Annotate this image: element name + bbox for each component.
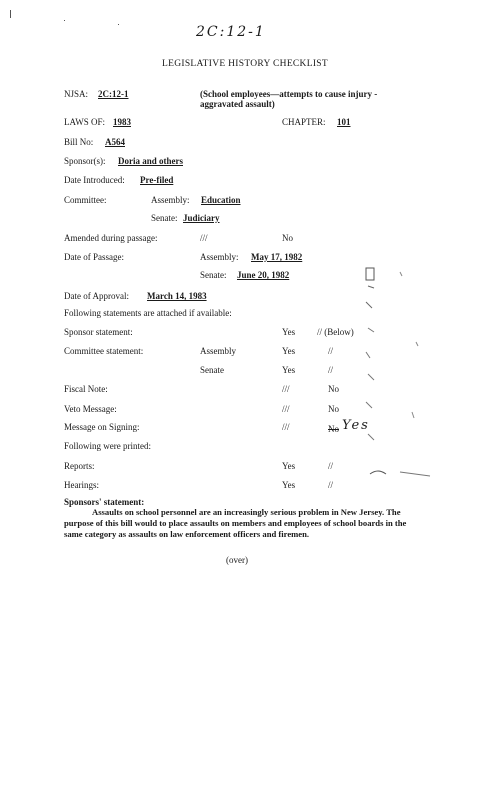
veto-message-no: No bbox=[328, 404, 339, 414]
njsa-description: (School employees—attempts to cause injury - aggravated assault) bbox=[200, 89, 378, 109]
margin-scan-marks bbox=[360, 262, 440, 492]
committee-statement-assembly-yes: Yes bbox=[282, 346, 296, 356]
passage-label: Date of Passage: bbox=[64, 252, 124, 262]
sponsor-statement-mark: // (Below) bbox=[317, 327, 354, 337]
scan-speck bbox=[10, 10, 11, 18]
date-introduced-value: Pre-filed bbox=[140, 175, 174, 185]
message-signing-yes: /// bbox=[282, 422, 290, 432]
chapter-label: CHAPTER: bbox=[282, 117, 326, 127]
reports-yes: Yes bbox=[282, 461, 296, 471]
page-title: LEGISLATIVE HISTORY CHECKLIST bbox=[162, 59, 328, 69]
message-signing-label: Message on Signing: bbox=[64, 422, 140, 432]
following-attached: Following statements are attached if available: bbox=[64, 308, 232, 318]
approval-label: Date of Approval: bbox=[64, 291, 129, 301]
laws-of-label: LAWS OF: bbox=[64, 117, 106, 127]
passage-senate-value: June 20, 1982 bbox=[237, 270, 290, 280]
footer-over: (over) bbox=[226, 555, 248, 565]
scan-speck bbox=[118, 24, 119, 25]
committee-label: Committee: bbox=[64, 195, 107, 205]
passage-senate-label: Senate: bbox=[200, 270, 227, 280]
passage-assembly-value: May 17, 1982 bbox=[251, 252, 303, 262]
sponsors-label: Sponsor(s): bbox=[64, 156, 106, 166]
passage-assembly-label: Assembly: bbox=[200, 252, 239, 262]
reports-mark: // bbox=[328, 461, 334, 471]
njsa-value: 2C:12-1 bbox=[98, 89, 129, 99]
committee-statement-senate-mark: // bbox=[328, 365, 334, 375]
fiscal-note-no: No bbox=[328, 384, 339, 394]
scan-speck bbox=[64, 20, 65, 21]
amended-label: Amended during passage: bbox=[64, 233, 158, 243]
committee-senate-value: Judiciary bbox=[183, 213, 220, 223]
amended-no: No bbox=[282, 233, 293, 243]
hearings-label: Hearings: bbox=[64, 480, 99, 490]
committee-statement-assembly: Assembly bbox=[200, 346, 236, 356]
veto-message-label: Veto Message: bbox=[64, 404, 117, 414]
message-signing-struck-no: No bbox=[328, 424, 339, 434]
fiscal-note-label: Fiscal Note: bbox=[64, 384, 108, 394]
fiscal-note-yes: /// bbox=[282, 384, 290, 394]
committee-senate-label: Senate: bbox=[151, 213, 178, 223]
sponsors-statement-heading: Sponsors' statement: bbox=[64, 497, 145, 507]
committee-statement-assembly-mark: // bbox=[328, 346, 334, 356]
chapter-value: 101 bbox=[337, 117, 351, 127]
sponsors-value: Doria and others bbox=[118, 156, 183, 166]
hearings-yes: Yes bbox=[282, 480, 296, 490]
hearings-mark: // bbox=[328, 480, 334, 490]
bill-no-value: A564 bbox=[105, 137, 125, 147]
committee-statement-label: Committee statement: bbox=[64, 346, 144, 356]
sponsor-statement-yes: Yes bbox=[282, 327, 296, 337]
handwritten-header: 2C:12-1 bbox=[196, 24, 266, 40]
approval-value: March 14, 1983 bbox=[147, 291, 207, 301]
committee-statement-senate: Senate bbox=[200, 365, 224, 375]
committee-assembly-value: Education bbox=[201, 195, 241, 205]
committee-statement-senate-yes: Yes bbox=[282, 365, 296, 375]
sponsor-statement-label: Sponsor statement: bbox=[64, 327, 133, 337]
bill-no-label: Bill No: bbox=[64, 137, 94, 147]
date-introduced-label: Date Introduced: bbox=[64, 175, 125, 185]
laws-of-value: 1983 bbox=[113, 117, 131, 127]
amended-yes: /// bbox=[200, 233, 208, 243]
message-signing-handwritten-yes: Yes bbox=[342, 418, 370, 433]
following-printed: Following were printed: bbox=[64, 441, 151, 451]
reports-label: Reports: bbox=[64, 461, 95, 471]
veto-message-yes: /// bbox=[282, 404, 290, 414]
sponsors-statement-body: Assaults on school personnel are an increasingly serious problem in New Jersey. The purpose of this bill would to place assaults on members and employees of school boards in the same category as assaults on law enforcement officers and firemen. bbox=[64, 507, 407, 539]
njsa-label: NJSA: bbox=[64, 89, 89, 99]
committee-assembly-label: Assembly: bbox=[151, 195, 190, 205]
